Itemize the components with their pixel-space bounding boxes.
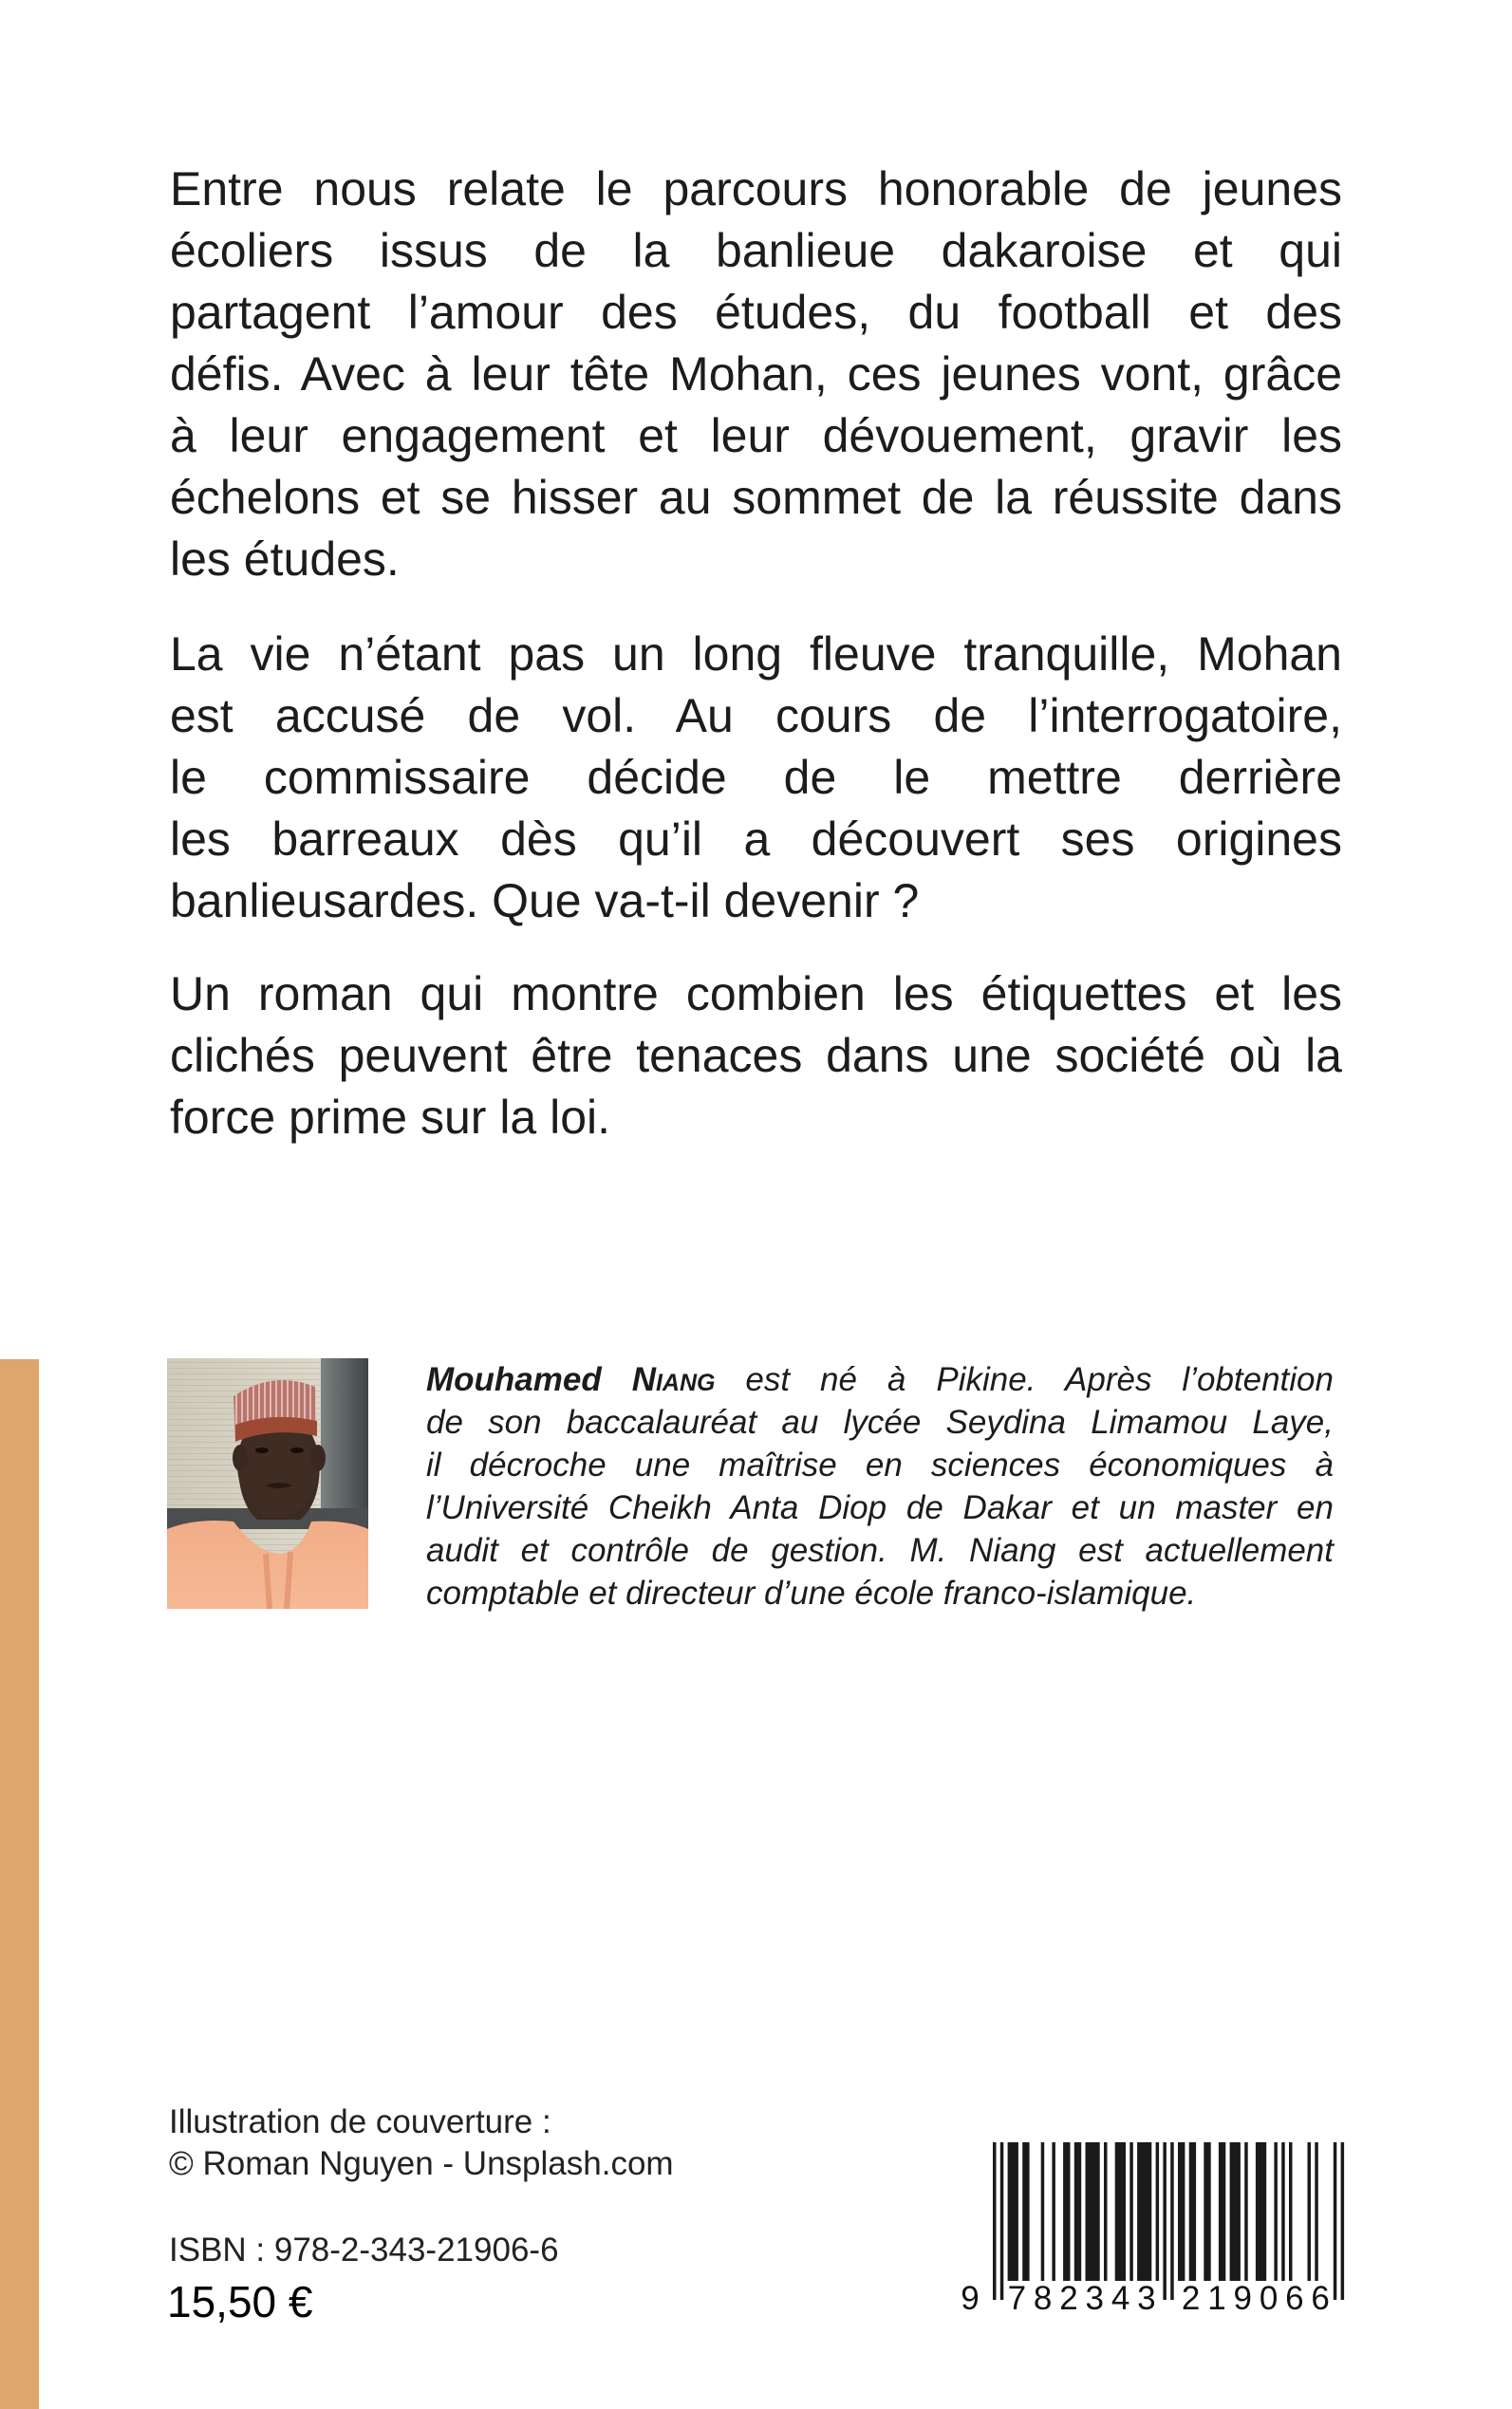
barcode-digit: 9	[961, 2280, 980, 2317]
barcode-bar	[1219, 2142, 1225, 2281]
barcode-guard-bar	[1341, 2142, 1345, 2300]
blurb-line: banlieusardes. Que va-t-il devenir ?	[170, 874, 920, 927]
barcode-digit: 3	[1085, 2280, 1104, 2317]
blurb-line: force prime sur la loi.	[170, 1091, 611, 1144]
blurb-line: à leur engagement et leur dévouement, gravir les	[170, 409, 1342, 462]
blurb-line: les études.	[170, 532, 400, 586]
barcode-bar	[1256, 2142, 1266, 2281]
cover-credits	[169, 2101, 674, 2185]
blurb-line: Entre nous relate le parcours honorable de jeunes	[170, 162, 1342, 215]
barcode-digit: 3	[1137, 2280, 1156, 2317]
barcode-bar	[1041, 2142, 1045, 2281]
barcode-bar	[1022, 2142, 1029, 2281]
barcode-bar	[1281, 2142, 1285, 2281]
barcode-bar	[1052, 2142, 1055, 2281]
barcode-bar	[1115, 2142, 1126, 2281]
barcode-guard-bar	[1334, 2142, 1337, 2300]
barcode-bar	[1289, 2142, 1293, 2281]
barcode-digit: 4	[1111, 2280, 1130, 2317]
barcode-bar	[1178, 2142, 1185, 2281]
blurb-line: clichés peuvent être tenaces dans une société où la	[170, 1029, 1342, 1082]
barcode-guard-bar	[1000, 2142, 1004, 2300]
accent-side-bar	[0, 1359, 39, 2409]
blurb-line: Un roman qui montre combien les étiquettes et les	[170, 967, 1342, 1020]
barcode-bar	[1129, 2142, 1133, 2281]
blurb-line: est accusé de vol. Au cours de l’interrogatoire,	[170, 689, 1342, 742]
barcode-digit: 2	[1181, 2280, 1201, 2317]
barcode-digit: 0	[1259, 2280, 1279, 2317]
author-portrait-image	[167, 1358, 368, 1609]
author-bio-line: de son baccalauréat au lycée Seydina Limamou Laye,	[426, 1404, 1334, 1441]
blurb-line: partagent l’amour des études, du football et des	[170, 286, 1342, 339]
barcode-bar	[1308, 2142, 1312, 2281]
blurb-line: les barreaux dès qu’il a découvert ses origines	[170, 812, 1342, 866]
barcode-bar	[1074, 2142, 1081, 2281]
barcode-guard-bar	[1163, 2142, 1167, 2300]
blurb-line: La vie n’étant pas un long fleuve tranquille, Mohan	[170, 627, 1342, 681]
author-bio-line: audit et contrôle de gestion. M. Niang est actuellement	[426, 1532, 1334, 1569]
barcode-digit: 6	[1311, 2280, 1330, 2317]
barcode-bar	[1137, 2142, 1151, 2281]
barcode-digit: 6	[1285, 2280, 1304, 2317]
barcode-guard-bar	[1170, 2142, 1174, 2300]
barcode-bar	[1204, 2142, 1210, 2281]
isbn-barcode	[944, 2136, 1362, 2325]
isbn: ISBN : 978-2-343-21906-6	[169, 2232, 559, 2269]
barcode-bar	[1063, 2142, 1070, 2281]
author-bio-line: l’Université Cheikh Anta Diop de Dakar et un master en	[426, 1489, 1334, 1526]
barcode-bar	[1008, 2142, 1018, 2281]
barcode-bar	[1189, 2142, 1196, 2281]
barcode-digit: 2	[1059, 2280, 1078, 2317]
cover-credits-label: Illustration de couverture :	[169, 2103, 551, 2140]
barcode-digit: 8	[1033, 2280, 1053, 2317]
barcode-bar	[1156, 2142, 1160, 2281]
author-first-name: Mouhamed	[426, 1361, 602, 1398]
author-bio-line	[426, 1358, 1334, 1401]
barcode-bar	[1315, 2142, 1318, 2281]
blurb-line: le commissaire décide de le mettre derrière	[170, 751, 1342, 804]
barcode-guard-bar	[993, 2142, 997, 2300]
barcode-digit: 9	[1233, 2280, 1252, 2317]
barcode-bar	[1086, 2142, 1100, 2281]
blurb-line: écoliers issus de la banlieue dakaroise et qui	[170, 224, 1342, 277]
barcode-digit: 1	[1207, 2280, 1226, 2317]
barcode-digit: 7	[1007, 2280, 1027, 2317]
author-bio-line: il décroche une maîtrise en sciences économiques à	[426, 1447, 1334, 1484]
author-bio-text: est né à Pikine. Après l’obtention	[715, 1361, 1334, 1398]
barcode-bar	[1274, 2142, 1278, 2281]
author-last-name: Niang	[631, 1361, 716, 1398]
barcode-bar	[1244, 2142, 1248, 2281]
blurb-paragraph-2	[170, 624, 1342, 932]
barcode-bar	[1230, 2142, 1241, 2281]
author-bio	[426, 1358, 1334, 1615]
author-bio-line: comptable et directeur d’une école franco-islamique.	[426, 1575, 1197, 1612]
blurb-paragraph-1	[170, 159, 1342, 590]
price: 15,50 €	[167, 2277, 313, 2326]
barcode-bar	[1104, 2142, 1108, 2281]
blurb-line: échelons et se hisser au sommet de la réussite dans	[170, 471, 1342, 524]
blurb-line: défis. Avec à leur tête Mohan, ces jeunes vont, grâce	[170, 347, 1342, 401]
blurb-paragraph-3	[170, 963, 1342, 1148]
author-photo	[167, 1358, 368, 1609]
cover-credits-source: © Roman Nguyen - Unsplash.com	[169, 2145, 674, 2182]
